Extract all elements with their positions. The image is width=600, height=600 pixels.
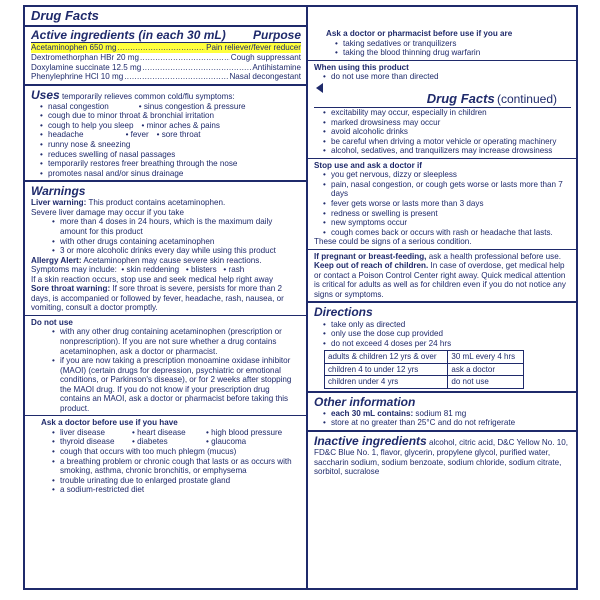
directions-section	[308, 303, 576, 392]
table-cell: adults & children 12 yrs & over	[325, 351, 448, 363]
keep-out-label: Keep out of reach of children.	[314, 261, 429, 271]
skin-reaction-text: If a skin reaction occurs, stop use and seek medical help right away	[31, 274, 274, 284]
uses-heading: Uses	[31, 87, 60, 102]
other-information-section	[308, 393, 576, 432]
continued-header	[314, 91, 571, 106]
drug-facts-title: Drug Facts	[31, 8, 99, 23]
list-item: • you get nervous, dizzy or sleepless	[322, 170, 571, 180]
table-cell: ask a doctor	[448, 363, 524, 375]
continued-title: Drug Facts	[426, 90, 495, 106]
list-item: • nasal congestion • sinus congestion & pressure	[39, 102, 301, 112]
list-item: • avoid alcoholic drinks	[322, 127, 571, 137]
active-row	[31, 43, 301, 53]
directions-heading: Directions	[314, 305, 373, 320]
when-using-heading: When using this product	[314, 62, 409, 72]
inactive-ingredients-text: alcohol, citric acid, D&C Yellow No. 10, FD&C Blue No. 1, flavor, glycerin, propylene glycol, purified water, saccharin sodium, sodium benzoate, sodium chloride, sodium citrate, sorbitol, sucralose	[314, 437, 568, 477]
active-purpose: Nasal decongestant	[229, 72, 301, 82]
ask-pharmacist-section	[308, 7, 576, 61]
other-information-heading: Other information	[314, 394, 416, 409]
active-name: Dextromethorphan HBr 20 mg	[31, 53, 139, 63]
liver-warning-label: Liver warning:	[31, 198, 87, 208]
active-ingredients-section	[25, 27, 306, 85]
list-item: • cough due to minor throat & bronchial irritation	[39, 111, 301, 121]
active-purpose: Antihistamine	[252, 62, 301, 72]
list-item: • if you are now taking a prescription monoamine oxidase inhibitor (MAOI) (certain drugs for depression, psychiatric or emotional conditions, or Parkinson's disease), or for 2 weeks after stopping the MAOI drug. If you do not know if your prescription drug contains an MAOI, ask a doctor or pharmacist before taking this product.	[51, 356, 301, 413]
table-cell: 30 mL every 4 hrs	[448, 351, 524, 363]
pregnancy-text: ask a health professional before use.	[428, 251, 561, 261]
purpose-heading: Purpose	[252, 28, 301, 43]
list-item: • new symptoms occur	[322, 218, 571, 228]
list-item: • pain, nasal congestion, or cough gets worse or lasts more than 7 days	[322, 180, 571, 199]
stop-use-section	[308, 159, 576, 250]
inactive-ingredients-section	[308, 432, 576, 479]
table-row	[325, 363, 524, 375]
list-item: • store at no greater than 25°C and do not refrigerate	[322, 418, 571, 428]
ask-doctor-heading: Ask a doctor before use if you have	[41, 418, 178, 428]
list-item: • fever gets worse or lasts more than 3 days	[322, 199, 571, 209]
sore-throat-text: If sore throat is severe, persists for more than 2 days, is accompanied or followed by fever, headache, rash, nausea, or vomiting, consult a doctor promptly.	[31, 284, 284, 313]
list-item: • trouble urinating due to enlarged prostate gland	[51, 476, 301, 486]
list-item: • only use the dose cup provided	[322, 329, 571, 339]
when-using-section	[308, 61, 576, 159]
list-item: • be careful when driving a motor vehicle or operating machinery	[322, 137, 571, 147]
list-item: • redness or swelling is present	[322, 209, 571, 219]
uses-section	[25, 86, 306, 183]
list-item: • cough to help you sleep • minor aches & pains	[39, 121, 301, 131]
active-purpose: Pain reliever/fever reducer	[206, 43, 301, 53]
table-cell: do not use	[448, 376, 524, 388]
continued-arrow-icon	[316, 83, 323, 93]
active-row	[31, 63, 301, 73]
ask-doctor-section	[25, 416, 306, 496]
list-item: • with any other drug containing acetaminophen (prescription or nonprescription). If you are not sure whether a drug contains acetaminophen, ask a doctor or pharmacist.	[51, 327, 301, 356]
list-item: • with other drugs containing acetaminophen	[51, 237, 301, 247]
active-row	[31, 53, 301, 63]
list-item: • take only as directed	[322, 320, 571, 330]
list-item: • do not use more than directed	[322, 72, 571, 82]
list-item: • more than 4 doses in 24 hours, which is the maximum daily amount for this product	[51, 217, 301, 236]
warnings-heading: Warnings	[31, 184, 86, 199]
list-item: • a sodium-restricted diet	[51, 485, 301, 495]
dosage-table	[324, 350, 524, 388]
active-name: Doxylamine succinate 12.5 mg	[31, 62, 142, 72]
continued-suffix: (continued)	[496, 91, 557, 106]
list-item: • alcohol, sedatives, and tranquilizers may increase drowsiness	[322, 146, 571, 156]
list-item: • liver disease • heart disease • high blood pressure	[51, 428, 301, 438]
symptoms-row: Symptoms may include: • skin reddening • blisters • rash	[31, 265, 245, 275]
active-row	[31, 72, 301, 82]
list-item: • marked drowsiness may occur	[322, 118, 571, 128]
drug-facts-header	[25, 7, 306, 27]
left-column	[25, 7, 308, 588]
stop-use-tail: These could be signs of a serious condition.	[314, 237, 472, 247]
table-row	[325, 376, 524, 388]
list-item: • runny nose & sneezing	[39, 140, 301, 150]
list-item: • do not exceed 4 doses per 24 hrs	[322, 339, 571, 349]
liver-warning-text: This product contains acetaminophen.	[88, 198, 226, 208]
list-item: • promotes nasal and/or sinus drainage	[39, 169, 301, 179]
active-name: Acetaminophen 650 mg	[31, 43, 117, 53]
list-item: • taking sedatives or tranquilizers	[334, 39, 571, 49]
list-item: • each 30 mL contains: sodium 81 mg	[322, 409, 571, 419]
active-ingredients-heading: Active ingredients (in each 30 mL)	[31, 28, 226, 43]
list-item: • 3 or more alcoholic drinks every day while using this product	[51, 246, 301, 256]
warnings-section	[25, 182, 306, 316]
sore-throat-label: Sore throat warning:	[31, 284, 111, 294]
list-item: • reduces swelling of nasal passages	[39, 150, 301, 160]
list-item: • cough that occurs with too much phlegm (mucus)	[51, 447, 301, 457]
stop-use-heading: Stop use and ask a doctor if	[314, 160, 422, 170]
overdose-text: In case of overdose, get medical help or contact a Poison Control Center right away. Quick medical attention is critical for adults as well as for children even if you do not notice any signs or symptoms.	[314, 261, 566, 299]
liver-warning-sub: Severe liver damage may occur if you take	[31, 207, 184, 217]
right-column	[308, 7, 576, 588]
pregnancy-section	[308, 250, 576, 304]
list-item: • cough comes back or occurs with rash or headache that lasts.	[322, 228, 571, 238]
list-item: • excitability may occur, especially in children	[322, 108, 571, 118]
inactive-ingredients-heading: Inactive ingredients	[314, 433, 427, 448]
pregnancy-label: If pregnant or breast-feeding,	[314, 251, 427, 261]
do-not-use-section	[25, 316, 306, 416]
list-item: • thyroid disease • diabetes • glaucoma	[51, 437, 301, 447]
ask-pharmacist-heading: Ask a doctor or pharmacist before use if you are	[326, 29, 513, 38]
drug-facts-panel	[23, 5, 578, 590]
active-name: Phenylephrine HCl 10 mg	[31, 72, 124, 82]
list-item: • temporarily restores freer breathing through the nose	[39, 159, 301, 169]
do-not-use-heading: Do not use	[31, 317, 73, 327]
allergy-alert-label: Allergy Alert:	[31, 255, 82, 265]
allergy-alert-text: Acetaminophen may cause severe skin reactions.	[83, 255, 262, 265]
list-item: • taking the blood thinning drug warfarin	[334, 48, 571, 58]
list-item: • a breathing problem or chronic cough that lasts or as occurs with smoking, asthma, chronic bronchitis, or emphysema	[51, 457, 301, 476]
list-item: • headache • fever • sore throat	[39, 130, 301, 140]
uses-intro: temporarily relieves common cold/flu symptoms:	[61, 91, 235, 101]
table-cell: children under 4 yrs	[325, 376, 448, 388]
table-cell: children 4 to under 12 yrs	[325, 363, 448, 375]
active-purpose: Cough suppressant	[230, 53, 301, 63]
table-row	[325, 351, 524, 363]
